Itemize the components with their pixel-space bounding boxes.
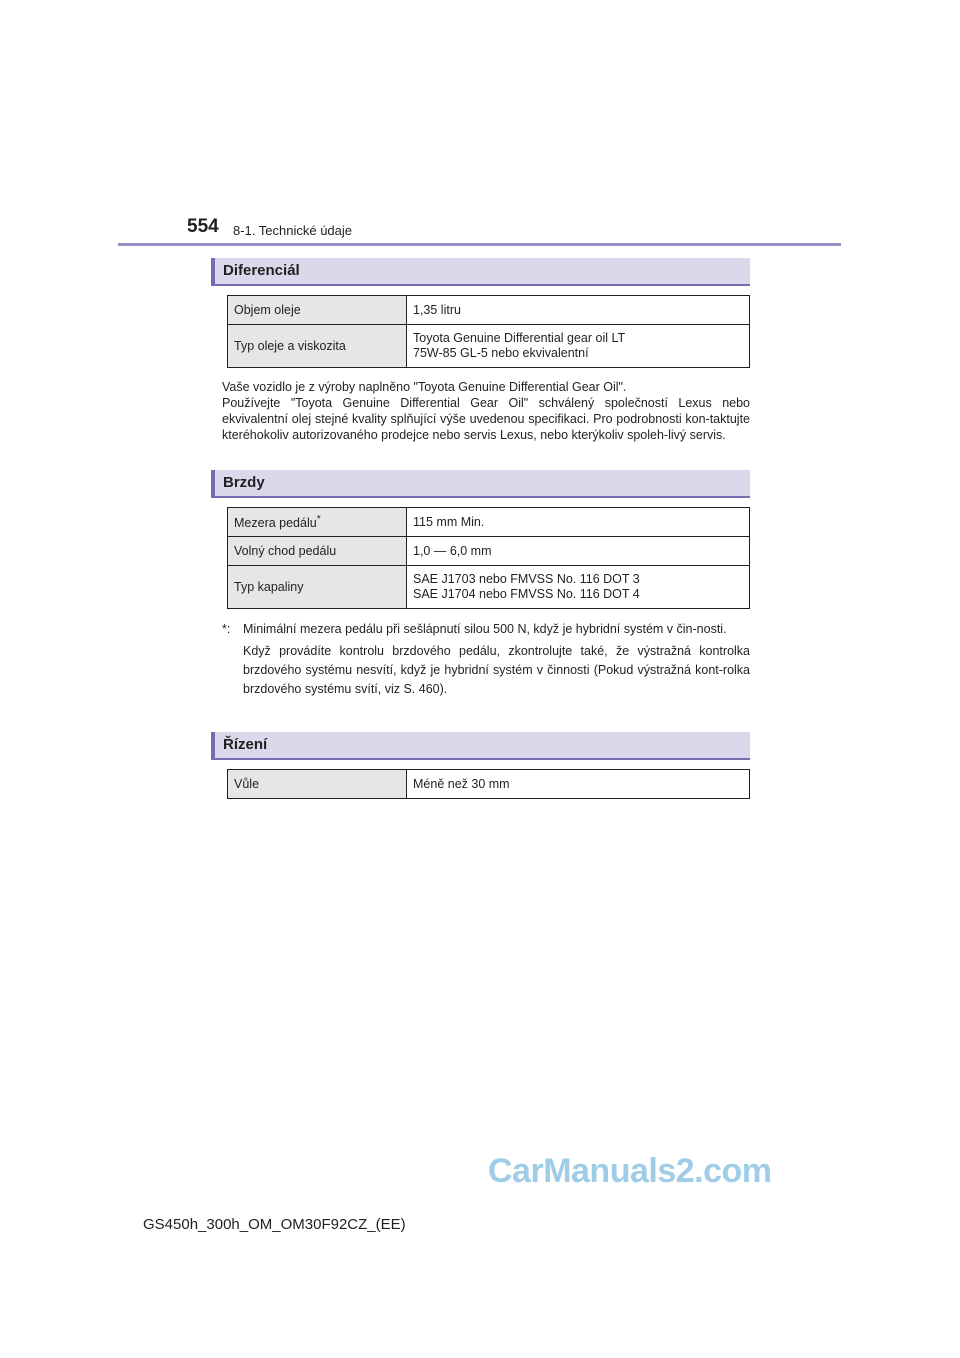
- document-code: GS450h_300h_OM_OM30F92CZ_(EE): [143, 1216, 406, 1233]
- row-label: Typ kapaliny: [228, 566, 407, 609]
- header-divider: [118, 243, 841, 246]
- note-paragraph: Používejte "Toyota Genuine Differential Gear Oil" schválený společností Lexus nebo ekvivalentní olej stejné kvality splňující výše uvedenou specifikaci. Pro podrobnosti kon-taktujte kteréhokoliv autorizovaného prodejce nebo servis Lexus, nebo kterýkoliv spoleh-livý servis.: [222, 396, 750, 442]
- value-line: SAE J1703 nebo FMVSS No. 116 DOT 3: [413, 572, 640, 586]
- row-label: Objem oleje: [228, 296, 407, 325]
- footnote-marker: *: [316, 514, 321, 526]
- value-line: 75W-85 GL-5 nebo ekvivalentní: [413, 346, 589, 360]
- row-value: [407, 566, 750, 609]
- chapter-title: 8-1. Technické údaje: [233, 223, 353, 238]
- label-text: Mezera pedálu: [234, 516, 317, 531]
- table-row: [228, 537, 750, 566]
- differential-note: [222, 379, 750, 443]
- brakes-footnote: [222, 620, 750, 702]
- note-line: Vaše vozidlo je z výroby naplněno "Toyota Genuine Differential Gear Oil".: [222, 380, 627, 394]
- watermark-logo: CarManuals2.com: [488, 1152, 772, 1190]
- section-brakes: [211, 470, 750, 498]
- value-line: Toyota Genuine Differential gear oil LT: [413, 331, 626, 345]
- section-title: Řízení: [223, 736, 268, 753]
- row-label: Typ oleje a viskozita: [228, 325, 407, 368]
- steering-table: [227, 769, 750, 799]
- differential-table: [227, 295, 750, 368]
- table-row: [228, 566, 750, 609]
- brakes-table: [227, 507, 750, 609]
- footnote-paragraph: Minimální mezera pedálu při sešlápnutí silou 500 N, když je hybridní systém v čin-nosti.: [243, 622, 727, 636]
- row-value: Méně než 30 mm: [407, 770, 750, 799]
- table-row: [228, 770, 750, 799]
- row-value: 115 mm Min.: [407, 508, 750, 537]
- row-label: Volný chod pedálu: [228, 537, 407, 566]
- table-row: [228, 325, 750, 368]
- row-value: 1,35 litru: [407, 296, 750, 325]
- table-row: [228, 508, 750, 537]
- row-label: [228, 508, 407, 537]
- section-title: Diferenciál: [223, 262, 300, 279]
- row-label: Vůle: [228, 770, 407, 799]
- row-value: [407, 325, 750, 368]
- section-title: Brzdy: [223, 474, 265, 491]
- value-line: SAE J1704 nebo FMVSS No. 116 DOT 4: [413, 587, 640, 601]
- section-steering: [211, 732, 750, 760]
- footnote-mark: *:: [222, 622, 231, 636]
- section-differential: [211, 258, 750, 286]
- page-number: 554: [187, 216, 219, 237]
- table-row: [228, 296, 750, 325]
- footnote-paragraph: Když provádíte kontrolu brzdového pedálu, zkontrolujte také, že výstražná kontrolka brzdového systému nesvítí, když je hybridní systém v činnosti (Pokud výstražná kont-rolka brzdového systému svítí, viz S. 460).: [243, 644, 750, 696]
- row-value: 1,0 — 6,0 mm: [407, 537, 750, 566]
